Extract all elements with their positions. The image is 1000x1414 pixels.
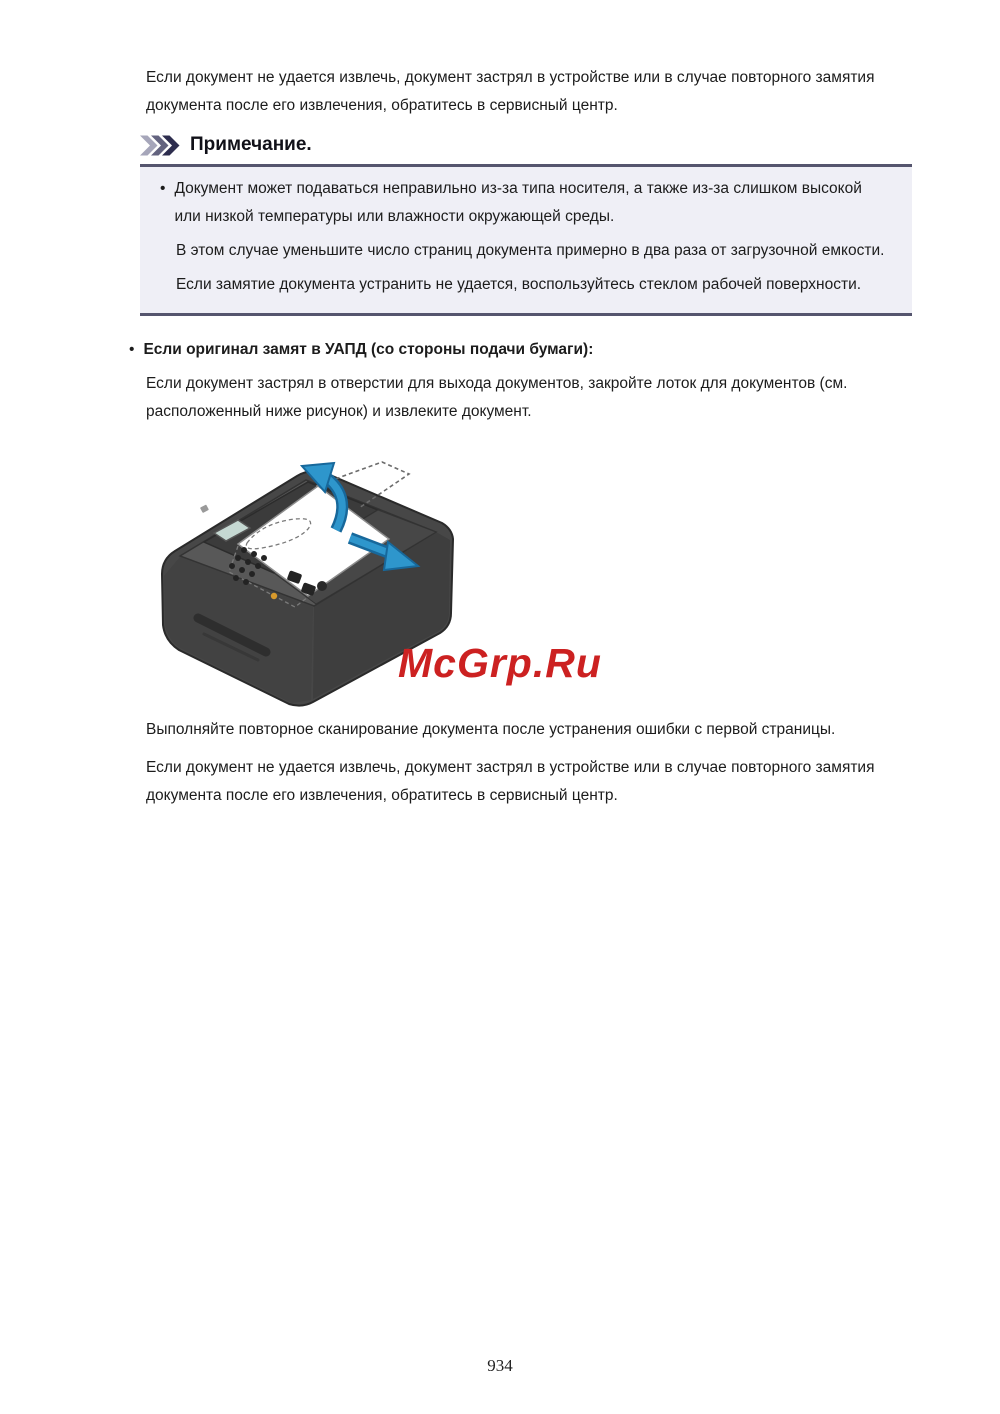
- note-bullet-text: Документ может подаваться неправильно из-за типа носителя, а также из-за слишком высокой или низкой температуры или влажности окружающей среды.: [174, 180, 862, 225]
- section-body: Если документ застрял в отверстии для выхода документов, закройте лоток для документов (см. расположенный ниже рисунок) и извлеките документ.: [146, 375, 848, 420]
- note-heading: [140, 134, 906, 156]
- bullet-glyph: •: [129, 341, 135, 358]
- closing-paragraph: Выполняйте повторное сканирование документа после устранения ошибки с первой страницы.: [146, 721, 836, 738]
- note-chevrons-icon: [140, 135, 180, 156]
- printer-illustration: [146, 436, 906, 714]
- page-number: 934: [487, 1356, 513, 1375]
- section-heading: Если оригинал замят в УАПД (со стороны подачи бумаги):: [143, 341, 594, 358]
- note-paragraph: Если замятие документа устранить не удается, воспользуйтесь стеклом рабочей поверхности.: [176, 276, 862, 293]
- note-title: Примечание.: [190, 134, 312, 155]
- status-led: [271, 593, 277, 599]
- watermark: McGrp.Ru: [398, 640, 602, 686]
- note-box: [140, 164, 912, 316]
- section-heading-row: [129, 336, 906, 364]
- note-paragraph: В этом случае уменьшите число страниц документа примерно в два раза от загрузочной емкости.: [176, 242, 885, 259]
- closing-paragraph: Если документ не удается извлечь, документ застрял в устройстве или в случае повторного замятия документа после его извлечения, обратитесь в сервисный центр.: [146, 759, 875, 804]
- intro-paragraph: Если документ не удается извлечь, документ застрял в устройстве или в случае повторного замятия документа после его извлечения, обратитесь в сервисный центр.: [146, 69, 875, 114]
- bullet-glyph: •: [160, 180, 166, 197]
- note-bullet-item: [160, 175, 886, 237]
- page-content: [129, 64, 906, 820]
